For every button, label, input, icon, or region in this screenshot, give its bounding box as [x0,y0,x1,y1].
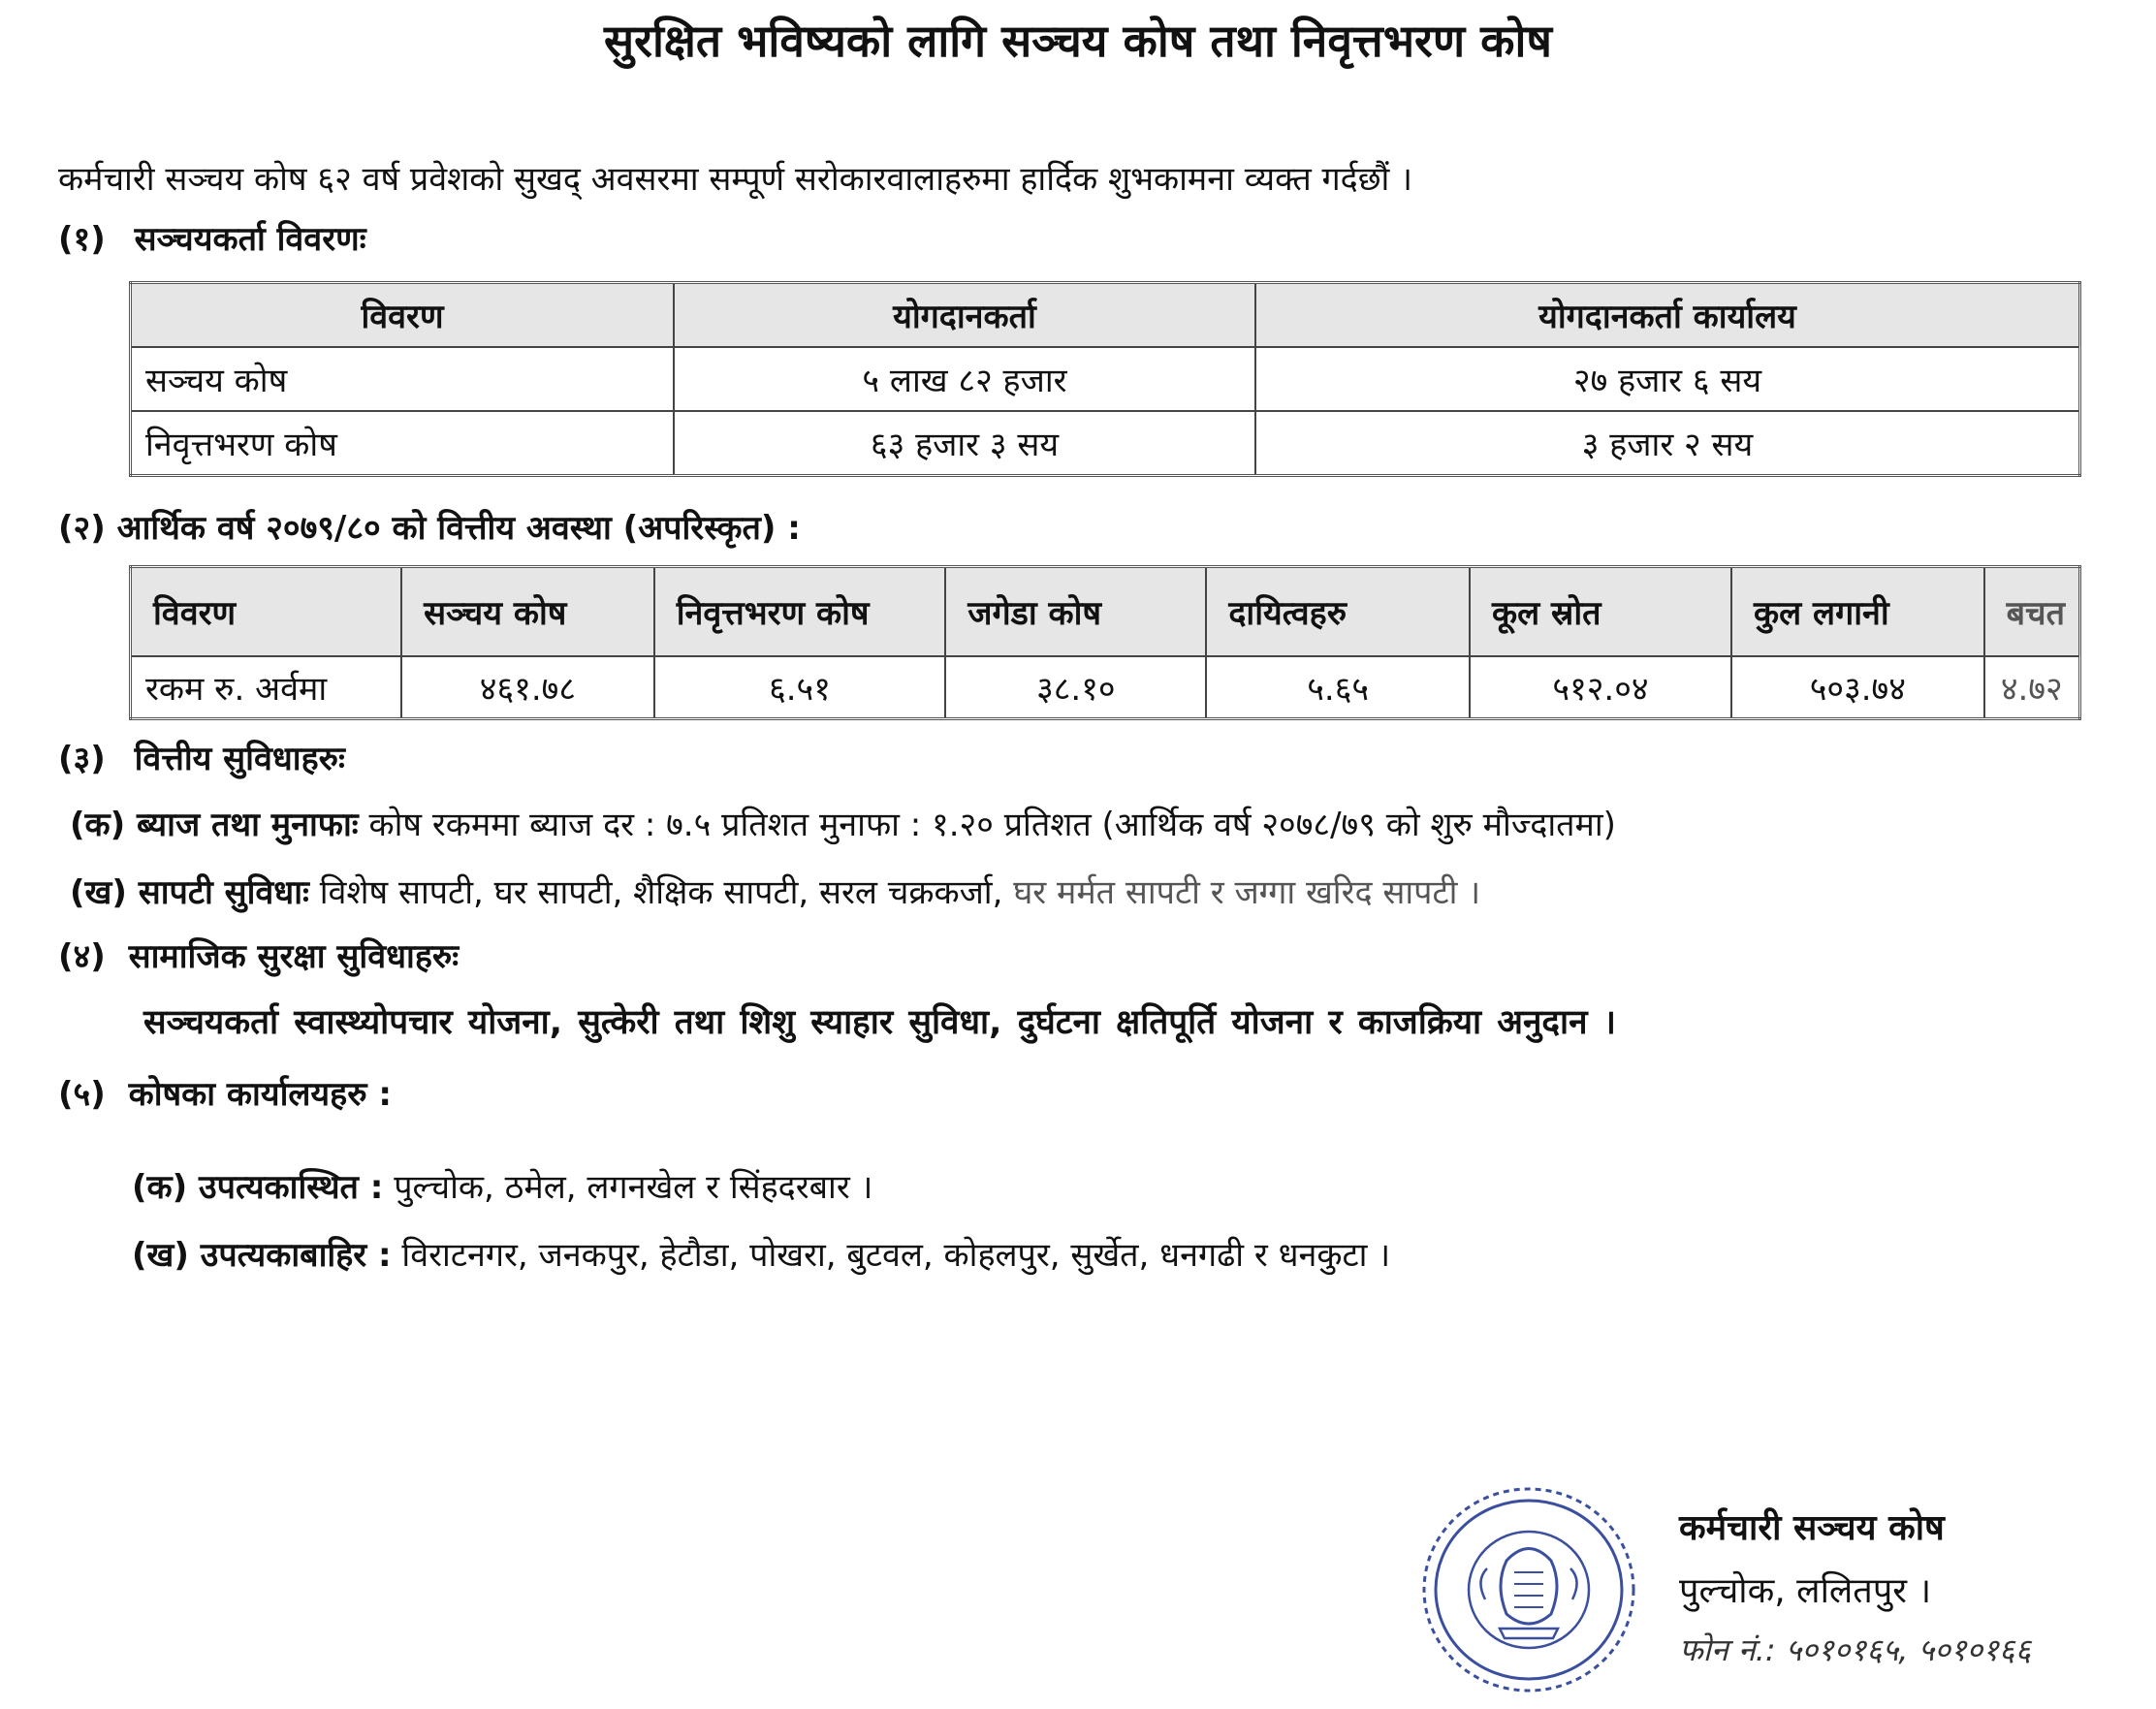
table-header: निवृत्तभरण कोष [654,567,946,657]
table-cell: ५ लाख ८२ हजार [674,347,1255,411]
table-header: योगदानकर्ता कार्यालय [1255,283,2080,348]
table-header: कूल स्रोत [1470,567,1731,657]
section-3-number: (३) [58,740,106,778]
section-1-number: (१) [58,220,106,259]
outside-valley-offices-text: विराटनगर, जनकपुर, हेटौडा, पोखरा, बुटवल, कोहलपुर, सुर्खेत, धनगढी र धनकुटा । [401,1236,1391,1275]
table-cell: सञ्चय कोष [131,347,675,411]
table-header: कुल लगानी [1731,567,1984,657]
loan-text: विशेष सापटी, घर सापटी, शैक्षिक सापटी, सरल चक्रकर्जा, [319,873,1003,912]
table-header: दायित्वहरु [1206,567,1470,657]
table-cell: ५१२.०४ [1470,656,1731,719]
table-cell: ६३ हजार ३ सय [674,411,1255,476]
section-1-title: सञ्चयकर्ता विवरणः [134,220,366,259]
section-4-heading [58,933,459,977]
table-row [131,347,2080,411]
social-security-text: सञ्चयकर्ता स्वास्थ्योपचार योजना, सुत्केरी तथा शिशु स्याहार सुविधा, दुर्घटना क्षतिपूर्ति योजना र काजक्रिया अनुदान । [143,1003,1616,1042]
table-cell: ५०३.७४ [1731,656,1984,719]
table-header-row [131,567,2080,657]
table-row [131,656,2080,719]
contributor-table [129,281,2081,477]
section-5-number: (५) [58,1075,106,1114]
table-cell: ४६१.७८ [401,656,654,719]
table-header: योगदानकर्ता [674,283,1255,348]
valley-offices-text: पुल्चोक, ठमेल, लगनखेल र सिंहदरबार । [394,1168,873,1207]
loan-text-extra: घर मर्मत सापटी र जग्गा खरिद सापटी । [1002,873,1481,912]
section-4-title: सामाजिक सुरक्षा सुविधाहरुः [128,937,460,976]
table-cell: ४.७२ [1984,656,2080,719]
loan-line [70,869,1480,913]
section-5-heading [58,1070,392,1115]
table-header: जगेडा कोष [945,567,1206,657]
section-3-title: वित्तीय सुविधाहरुः [134,740,345,778]
section-3-heading [58,735,345,779]
section-1-heading [58,215,366,260]
page-title: सुरक्षित भविष्यको लागि सञ्चय कोष तथा निवृत्तभरण कोष [604,15,1552,67]
outside-valley-offices-line [132,1231,1390,1276]
signature-address: पुल्चोक, ललितपुर । [1679,1571,1932,1611]
table-cell: ३८.१० [945,656,1206,719]
interest-label: (क) ब्याज तथा मुनाफाः [70,806,359,844]
valley-offices-line [132,1163,872,1208]
section-5-title: कोषका कार्यालयहरु : [128,1075,392,1114]
section-4-number: (४) [58,937,106,976]
table-header: विवरण [131,567,402,657]
interest-line [70,801,1616,845]
valley-offices-label: (क) उपत्यकास्थित : [132,1168,384,1207]
organization-seal [1417,1483,1640,1696]
table-header: सञ्चय कोष [401,567,654,657]
signature-phone: फोन नं.: ५०१०१६५, ५०१०१६६ [1679,1631,2032,1668]
table-row [131,411,2080,476]
table-cell: ५.६५ [1206,656,1470,719]
outside-valley-offices-label: (ख) उपत्यकाबाहिर : [132,1236,392,1275]
table-cell: रकम रु. अर्वमा [131,656,402,719]
table-cell: निवृत्तभरण कोष [131,411,675,476]
section-2-heading: (२) आर्थिक वर्ष २०७९/८० को वित्तीय अवस्था (अपरिस्कृत) : [58,509,801,548]
table-cell: २७ हजार ६ सय [1255,347,2080,411]
table-cell: ६.५१ [654,656,946,719]
loan-label: (ख) सापटी सुविधाः [70,873,309,912]
table-header-row [131,283,2080,348]
intro-text: कर्मचारी सञ्चय कोष ६२ वर्ष प्रवेशको सुखद् अवसरमा सम्पूर्ण सरोकारवालाहरुमा हार्दिक शुभकामना व्यक्त गर्दछौं । [58,160,1413,199]
table-header: विवरण [131,283,675,348]
interest-text: कोष रकममा ब्याज दर : ७.५ प्रतिशत मुनाफा : १.२० प्रतिशत (आर्थिक वर्ष २०७८/७९ को शुरु मौज्दातमा) [368,806,1616,844]
financial-status-table [129,565,2081,720]
signature-org: कर्मचारी सञ्चय कोष [1679,1508,1945,1548]
table-header: बचत [1984,567,2080,657]
table-cell: ३ हजार २ सय [1255,411,2080,476]
